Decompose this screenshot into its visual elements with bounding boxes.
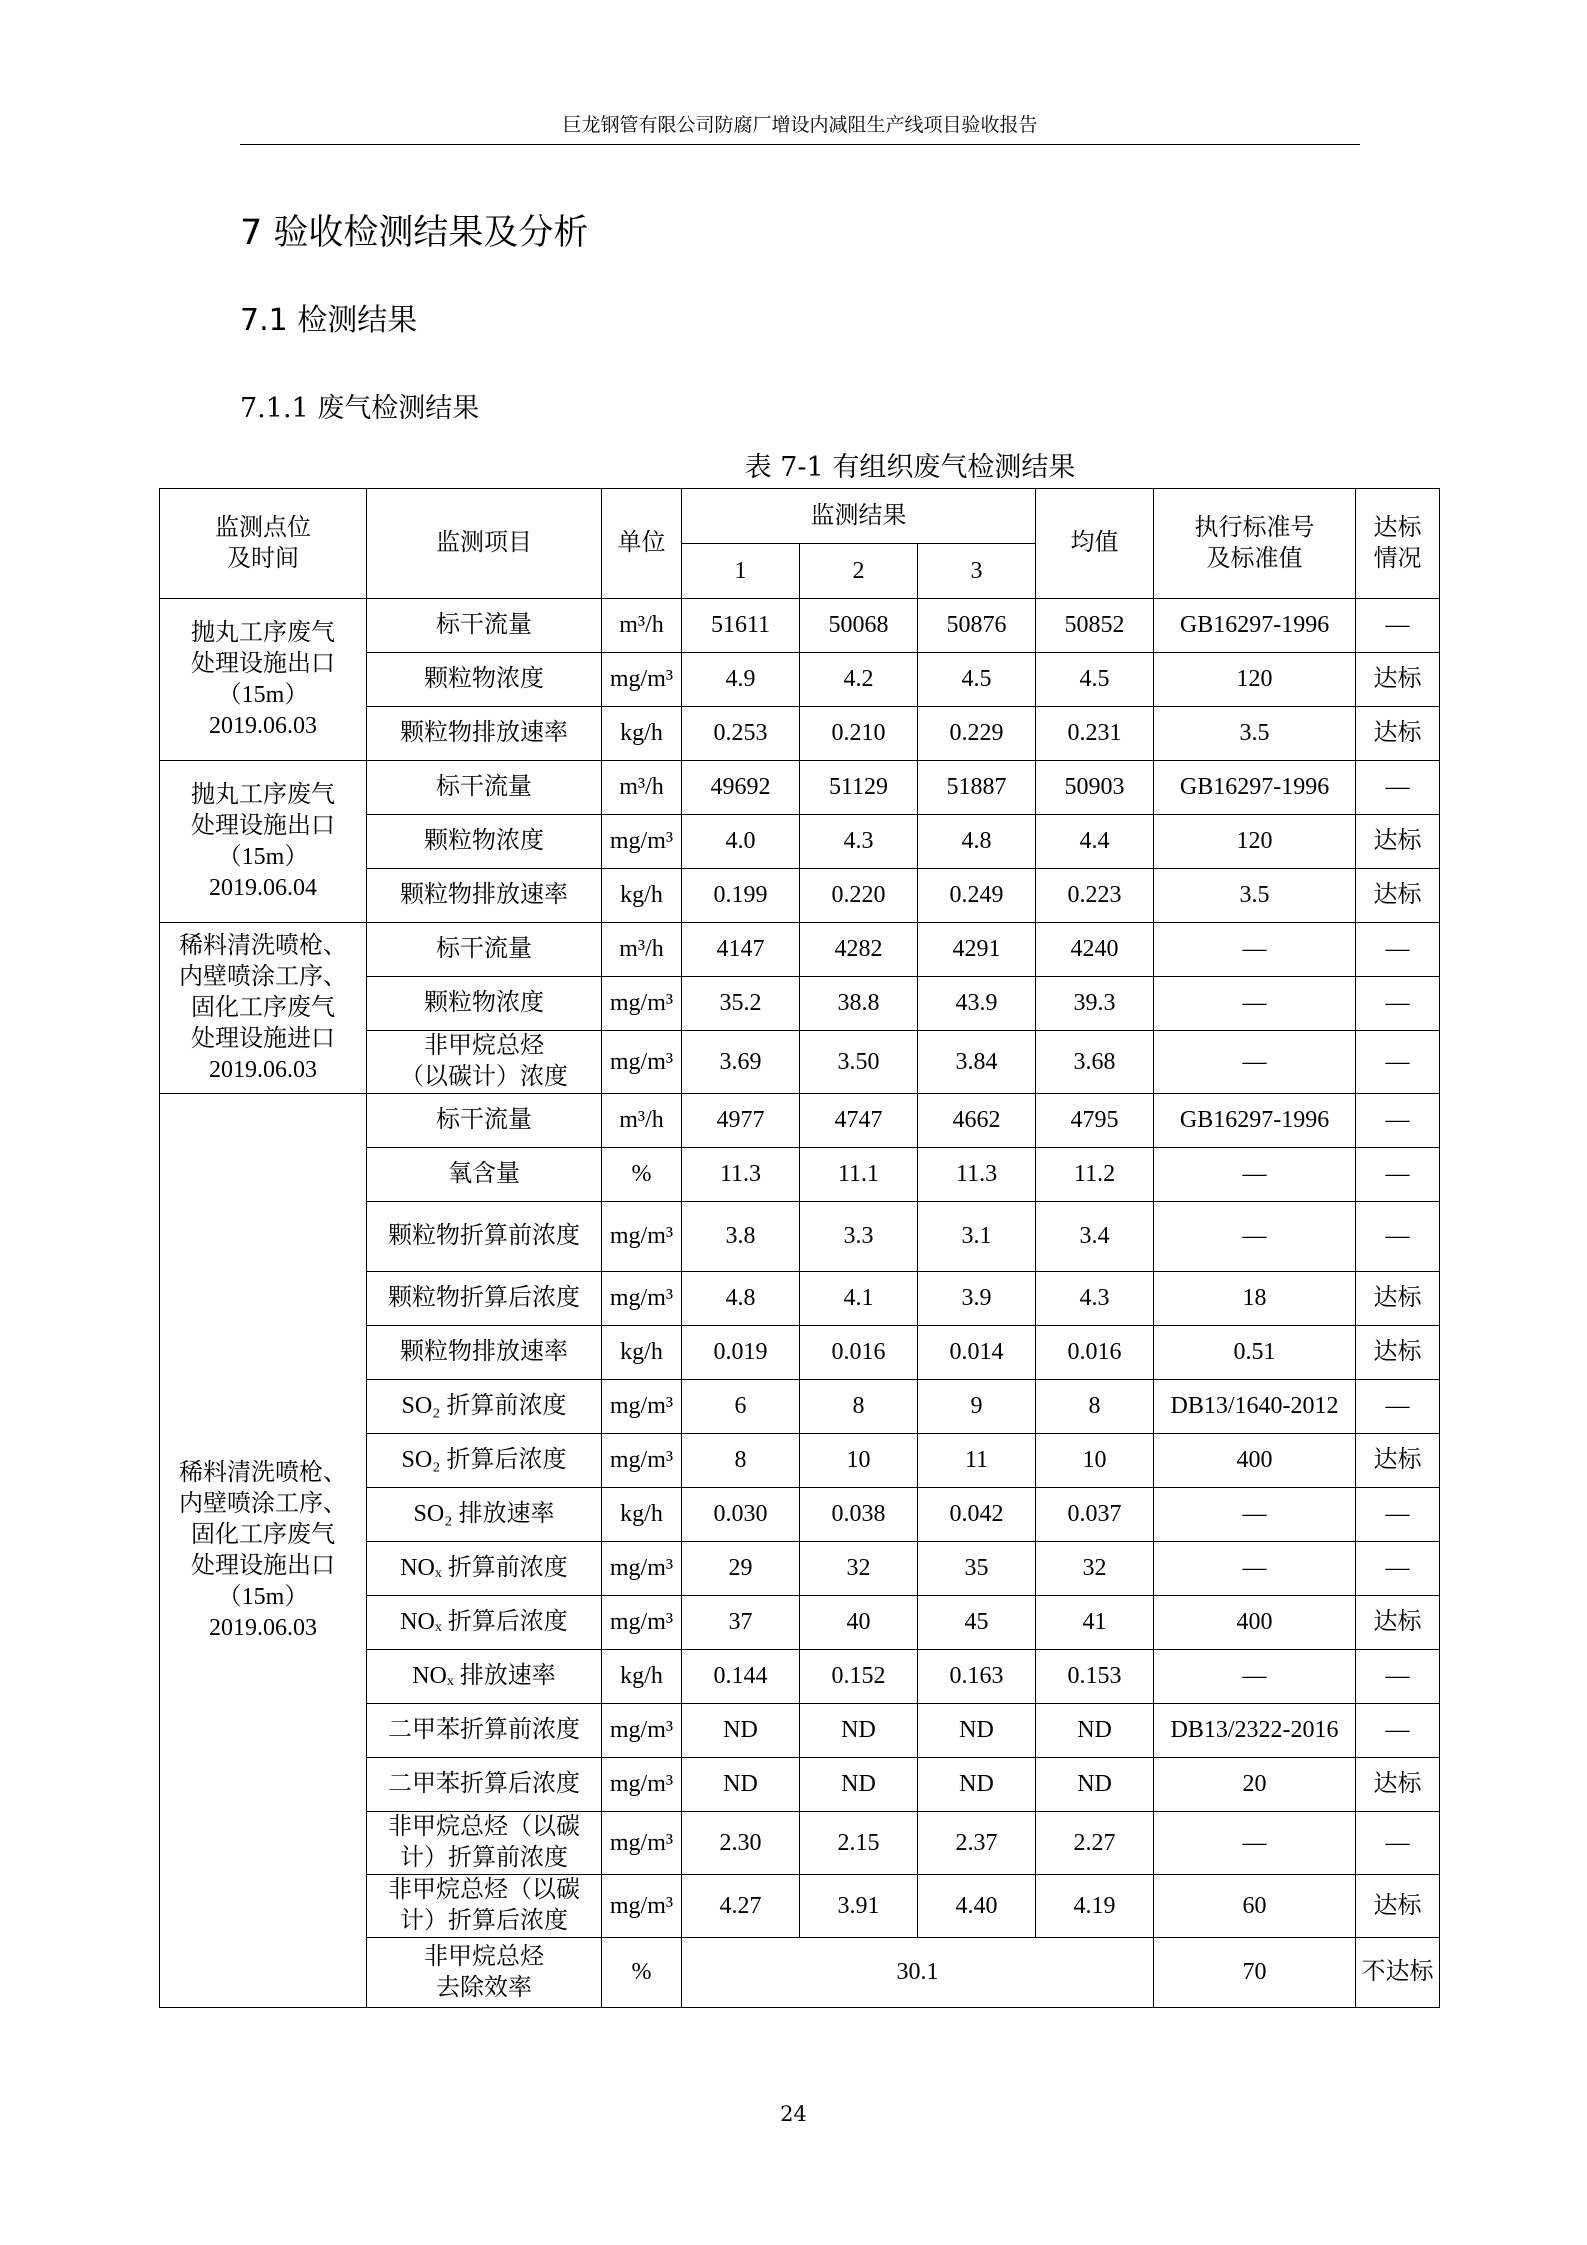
cell-item: 标干流量 xyxy=(367,599,602,653)
cell-item: SO₂ 折算前浓度 xyxy=(367,1380,602,1434)
cell-status: — xyxy=(1356,1542,1440,1596)
subsection-heading: 7.1.1 废气检测结果 xyxy=(240,393,480,424)
cell-item: 颗粒物浓度 xyxy=(367,653,602,707)
cell-mean: 3.4 xyxy=(1036,1202,1154,1272)
cell-result-3: 2.37 xyxy=(918,1812,1036,1875)
cell-standard: 60 xyxy=(1154,1875,1356,1938)
cell-standard: 120 xyxy=(1154,653,1356,707)
cell-status: 达标 xyxy=(1356,1434,1440,1488)
cell-result-1: 8 xyxy=(682,1434,800,1488)
cell-result-3: 11.3 xyxy=(918,1148,1036,1202)
cell-result-2: 4282 xyxy=(800,923,918,977)
cell-result-1: 35.2 xyxy=(682,977,800,1031)
cell-item: NOₓ 折算前浓度 xyxy=(367,1542,602,1596)
cell-result-3: 3.9 xyxy=(918,1272,1036,1326)
cell-mean: 4240 xyxy=(1036,923,1154,977)
table-body xyxy=(160,599,1440,2008)
cell-result-2: ND xyxy=(800,1758,918,1812)
header-results: 监测结果 xyxy=(682,489,1036,544)
cell-unit: mg/m³ xyxy=(602,1434,682,1488)
cell-item: 标干流量 xyxy=(367,1094,602,1148)
cell-unit: mg/m³ xyxy=(602,1758,682,1812)
cell-result-2: 8 xyxy=(800,1380,918,1434)
header-mean: 均值 xyxy=(1036,489,1154,599)
cell-result-3: ND xyxy=(918,1758,1036,1812)
cell-result-2: 4747 xyxy=(800,1094,918,1148)
cell-result-3: 50876 xyxy=(918,599,1036,653)
cell-result-2: 2.15 xyxy=(800,1812,918,1875)
cell-item: 氧含量 xyxy=(367,1148,602,1202)
cell-item: 颗粒物折算前浓度 xyxy=(367,1202,602,1272)
header-location: 监测点位 及时间 xyxy=(160,489,367,599)
cell-standard: DB13/1640-2012 xyxy=(1154,1380,1356,1434)
cell-item: 非甲烷总烃 去除效率 xyxy=(367,1938,602,2008)
cell-result-3: 4.8 xyxy=(918,815,1036,869)
cell-result-3: 43.9 xyxy=(918,977,1036,1031)
cell-result-1: 37 xyxy=(682,1596,800,1650)
cell-unit: kg/h xyxy=(602,1650,682,1704)
cell-unit: mg/m³ xyxy=(602,1812,682,1875)
cell-result-1: 3.8 xyxy=(682,1202,800,1272)
cell-mean: 0.153 xyxy=(1036,1650,1154,1704)
cell-mean: 32 xyxy=(1036,1542,1154,1596)
cell-status: — xyxy=(1356,1202,1440,1272)
cell-status: — xyxy=(1356,1148,1440,1202)
cell-standard: — xyxy=(1154,1202,1356,1272)
cell-item: 二甲苯折算后浓度 xyxy=(367,1758,602,1812)
cell-result-2: 4.2 xyxy=(800,653,918,707)
cell-standard: 400 xyxy=(1154,1596,1356,1650)
cell-result-2: 0.152 xyxy=(800,1650,918,1704)
cell-result-1: 4.8 xyxy=(682,1272,800,1326)
cell-standard: — xyxy=(1154,1812,1356,1875)
cell-mean: 4.5 xyxy=(1036,653,1154,707)
cell-status: — xyxy=(1356,599,1440,653)
cell-result-1: 49692 xyxy=(682,761,800,815)
cell-result-3: 3.84 xyxy=(918,1031,1036,1094)
cell-result-1: 0.253 xyxy=(682,707,800,761)
cell-unit: mg/m³ xyxy=(602,1596,682,1650)
cell-mean: 3.68 xyxy=(1036,1031,1154,1094)
header-unit: 单位 xyxy=(602,489,682,599)
cell-mean: 0.231 xyxy=(1036,707,1154,761)
cell-item: 二甲苯折算前浓度 xyxy=(367,1704,602,1758)
cell-standard: 20 xyxy=(1154,1758,1356,1812)
cell-result-1: 11.3 xyxy=(682,1148,800,1202)
cell-result-3: 3.1 xyxy=(918,1202,1036,1272)
cell-result-1: ND xyxy=(682,1704,800,1758)
cell-status: 达标 xyxy=(1356,1758,1440,1812)
cell-standard: — xyxy=(1154,1488,1356,1542)
cell-result-2: 50068 xyxy=(800,599,918,653)
header-result-1: 1 xyxy=(682,544,800,599)
cell-unit: % xyxy=(602,1938,682,2008)
cell-result-2: 40 xyxy=(800,1596,918,1650)
cell-result-2: ND xyxy=(800,1704,918,1758)
cell-result-2: 51129 xyxy=(800,761,918,815)
cell-mean: ND xyxy=(1036,1704,1154,1758)
cell-result-3: 4291 xyxy=(918,923,1036,977)
cell-standard: — xyxy=(1154,1148,1356,1202)
cell-standard: DB13/2322-2016 xyxy=(1154,1704,1356,1758)
cell-status: 达标 xyxy=(1356,1272,1440,1326)
cell-result-3: 0.163 xyxy=(918,1650,1036,1704)
cell-result-3: 0.014 xyxy=(918,1326,1036,1380)
cell-status: — xyxy=(1356,977,1440,1031)
cell-standard: — xyxy=(1154,923,1356,977)
cell-status: 达标 xyxy=(1356,1326,1440,1380)
cell-result-3: ND xyxy=(918,1704,1036,1758)
cell-mean: 4.19 xyxy=(1036,1875,1154,1938)
cell-item: SO₂ 折算后浓度 xyxy=(367,1434,602,1488)
cell-result-3: 4662 xyxy=(918,1094,1036,1148)
cell-mean: 39.3 xyxy=(1036,977,1154,1031)
page-number: 24 xyxy=(780,2102,807,2126)
cell-unit: kg/h xyxy=(602,869,682,923)
table-row xyxy=(160,923,1440,977)
cell-result-1: 3.69 xyxy=(682,1031,800,1094)
cell-result-1: 4.27 xyxy=(682,1875,800,1938)
cell-item: 标干流量 xyxy=(367,761,602,815)
cell-result-2: 0.210 xyxy=(800,707,918,761)
cell-merged-result: 30.1 xyxy=(682,1938,1154,2008)
cell-result-2: 3.50 xyxy=(800,1031,918,1094)
cell-result-2: 3.91 xyxy=(800,1875,918,1938)
cell-status: — xyxy=(1356,1094,1440,1148)
header-standard: 执行标准号 及标准值 xyxy=(1154,489,1356,599)
cell-result-1: 6 xyxy=(682,1380,800,1434)
cell-unit: mg/m³ xyxy=(602,1272,682,1326)
exhaust-gas-results-table xyxy=(159,488,1440,2008)
cell-status: 不达标 xyxy=(1356,1938,1440,2008)
cell-mean: 50852 xyxy=(1036,599,1154,653)
cell-result-2: 32 xyxy=(800,1542,918,1596)
cell-standard: — xyxy=(1154,1031,1356,1094)
cell-item: SO₂ 排放速率 xyxy=(367,1488,602,1542)
cell-item: NOₓ 折算后浓度 xyxy=(367,1596,602,1650)
cell-mean: 50903 xyxy=(1036,761,1154,815)
cell-mean: 11.2 xyxy=(1036,1148,1154,1202)
cell-result-2: 4.3 xyxy=(800,815,918,869)
cell-result-3: 11 xyxy=(918,1434,1036,1488)
cell-result-1: 51611 xyxy=(682,599,800,653)
cell-result-2: 0.016 xyxy=(800,1326,918,1380)
cell-unit: mg/m³ xyxy=(602,1380,682,1434)
cell-result-1: 4147 xyxy=(682,923,800,977)
cell-mean: 41 xyxy=(1036,1596,1154,1650)
cell-status: — xyxy=(1356,1380,1440,1434)
cell-standard: 400 xyxy=(1154,1434,1356,1488)
table-row xyxy=(160,761,1440,815)
cell-unit: mg/m³ xyxy=(602,977,682,1031)
section-heading: 7.1 检测结果 xyxy=(240,303,418,338)
cell-result-2: 3.3 xyxy=(800,1202,918,1272)
cell-result-3: 0.042 xyxy=(918,1488,1036,1542)
cell-item: NOₓ 排放速率 xyxy=(367,1650,602,1704)
cell-location: 稀料清洗喷枪、 内壁喷涂工序、 固化工序废气 处理设施进口 2019.06.03 xyxy=(160,923,367,1094)
cell-item: 颗粒物排放速率 xyxy=(367,707,602,761)
cell-unit: mg/m³ xyxy=(602,815,682,869)
cell-item: 非甲烷总烃（以碳 计）折算后浓度 xyxy=(367,1875,602,1938)
cell-result-1: 4977 xyxy=(682,1094,800,1148)
cell-item: 颗粒物排放速率 xyxy=(367,869,602,923)
cell-unit: % xyxy=(602,1148,682,1202)
cell-unit: mg/m³ xyxy=(602,1542,682,1596)
cell-item: 颗粒物浓度 xyxy=(367,977,602,1031)
cell-item: 非甲烷总烃 （以碳计）浓度 xyxy=(367,1031,602,1094)
cell-standard: 3.5 xyxy=(1154,869,1356,923)
cell-item: 标干流量 xyxy=(367,923,602,977)
cell-standard: 70 xyxy=(1154,1938,1356,2008)
cell-result-3: 4.5 xyxy=(918,653,1036,707)
cell-result-2: 10 xyxy=(800,1434,918,1488)
table-row xyxy=(160,599,1440,653)
cell-standard: — xyxy=(1154,1650,1356,1704)
cell-result-1: 4.9 xyxy=(682,653,800,707)
cell-standard: GB16297-1996 xyxy=(1154,761,1356,815)
cell-unit: kg/h xyxy=(602,707,682,761)
cell-status: 达标 xyxy=(1356,1596,1440,1650)
cell-status: — xyxy=(1356,1704,1440,1758)
cell-result-1: 2.30 xyxy=(682,1812,800,1875)
cell-result-1: 4.0 xyxy=(682,815,800,869)
cell-result-3: 45 xyxy=(918,1596,1036,1650)
cell-standard: GB16297-1996 xyxy=(1154,599,1356,653)
cell-mean: 10 xyxy=(1036,1434,1154,1488)
cell-status: — xyxy=(1356,1031,1440,1094)
cell-mean: 2.27 xyxy=(1036,1812,1154,1875)
cell-mean: 0.223 xyxy=(1036,869,1154,923)
cell-mean: 0.016 xyxy=(1036,1326,1154,1380)
cell-result-1: 0.030 xyxy=(682,1488,800,1542)
cell-unit: kg/h xyxy=(602,1488,682,1542)
chapter-heading: 7 验收检测结果及分析 xyxy=(240,213,589,253)
cell-result-1: ND xyxy=(682,1758,800,1812)
cell-result-3: 9 xyxy=(918,1380,1036,1434)
cell-standard: GB16297-1996 xyxy=(1154,1094,1356,1148)
cell-status: 达标 xyxy=(1356,815,1440,869)
cell-result-3: 0.229 xyxy=(918,707,1036,761)
header-status: 达标 情况 xyxy=(1356,489,1440,599)
cell-result-2: 38.8 xyxy=(800,977,918,1031)
running-header: 巨龙钢管有限公司防腐厂增设内减阻生产线项目验收报告 xyxy=(240,110,1360,145)
cell-mean: ND xyxy=(1036,1758,1154,1812)
cell-unit: m³/h xyxy=(602,1094,682,1148)
cell-mean: 0.037 xyxy=(1036,1488,1154,1542)
cell-unit: mg/m³ xyxy=(602,1202,682,1272)
cell-standard: — xyxy=(1154,977,1356,1031)
cell-result-1: 0.144 xyxy=(682,1650,800,1704)
cell-location: 稀料清洗喷枪、 内壁喷涂工序、 固化工序废气 处理设施出口 （15m） 2019.06.03 xyxy=(160,1094,367,2008)
cell-unit: kg/h xyxy=(602,1326,682,1380)
table-row xyxy=(160,1094,1440,1148)
cell-status: 达标 xyxy=(1356,869,1440,923)
cell-status: 达标 xyxy=(1356,653,1440,707)
cell-unit: mg/m³ xyxy=(602,653,682,707)
cell-result-1: 0.019 xyxy=(682,1326,800,1380)
cell-item: 颗粒物折算后浓度 xyxy=(367,1272,602,1326)
cell-status: 达标 xyxy=(1356,707,1440,761)
cell-location: 抛丸工序废气 处理设施出口 （15m） 2019.06.04 xyxy=(160,761,367,923)
cell-standard: — xyxy=(1154,1542,1356,1596)
cell-mean: 4795 xyxy=(1036,1094,1154,1148)
cell-item: 颗粒物排放速率 xyxy=(367,1326,602,1380)
cell-unit: mg/m³ xyxy=(602,1704,682,1758)
cell-status: 达标 xyxy=(1356,1875,1440,1938)
cell-result-2: 4.1 xyxy=(800,1272,918,1326)
cell-result-3: 35 xyxy=(918,1542,1036,1596)
cell-unit: m³/h xyxy=(602,761,682,815)
cell-status: — xyxy=(1356,923,1440,977)
cell-standard: 3.5 xyxy=(1154,707,1356,761)
cell-result-3: 0.249 xyxy=(918,869,1036,923)
cell-status: — xyxy=(1356,1812,1440,1875)
cell-unit: m³/h xyxy=(602,599,682,653)
cell-mean: 8 xyxy=(1036,1380,1154,1434)
cell-mean: 4.3 xyxy=(1036,1272,1154,1326)
cell-unit: mg/m³ xyxy=(602,1875,682,1938)
cell-location: 抛丸工序废气 处理设施出口 （15m） 2019.06.03 xyxy=(160,599,367,761)
cell-status: — xyxy=(1356,761,1440,815)
cell-standard: 0.51 xyxy=(1154,1326,1356,1380)
cell-standard: 120 xyxy=(1154,815,1356,869)
cell-result-3: 4.40 xyxy=(918,1875,1036,1938)
cell-standard: 18 xyxy=(1154,1272,1356,1326)
cell-result-2: 0.038 xyxy=(800,1488,918,1542)
cell-status: — xyxy=(1356,1650,1440,1704)
header-item: 监测项目 xyxy=(367,489,602,599)
cell-mean: 4.4 xyxy=(1036,815,1154,869)
cell-result-2: 11.1 xyxy=(800,1148,918,1202)
cell-result-2: 0.220 xyxy=(800,869,918,923)
cell-result-1: 29 xyxy=(682,1542,800,1596)
cell-item: 颗粒物浓度 xyxy=(367,815,602,869)
table-caption: 表 7-1 有组织废气检测结果 xyxy=(744,452,1076,483)
cell-result-3: 51887 xyxy=(918,761,1036,815)
cell-unit: mg/m³ xyxy=(602,1031,682,1094)
cell-unit: m³/h xyxy=(602,923,682,977)
cell-result-1: 0.199 xyxy=(682,869,800,923)
header-result-3: 3 xyxy=(918,544,1036,599)
cell-item: 非甲烷总烃（以碳 计）折算前浓度 xyxy=(367,1812,602,1875)
header-result-2: 2 xyxy=(800,544,918,599)
cell-status: — xyxy=(1356,1488,1440,1542)
